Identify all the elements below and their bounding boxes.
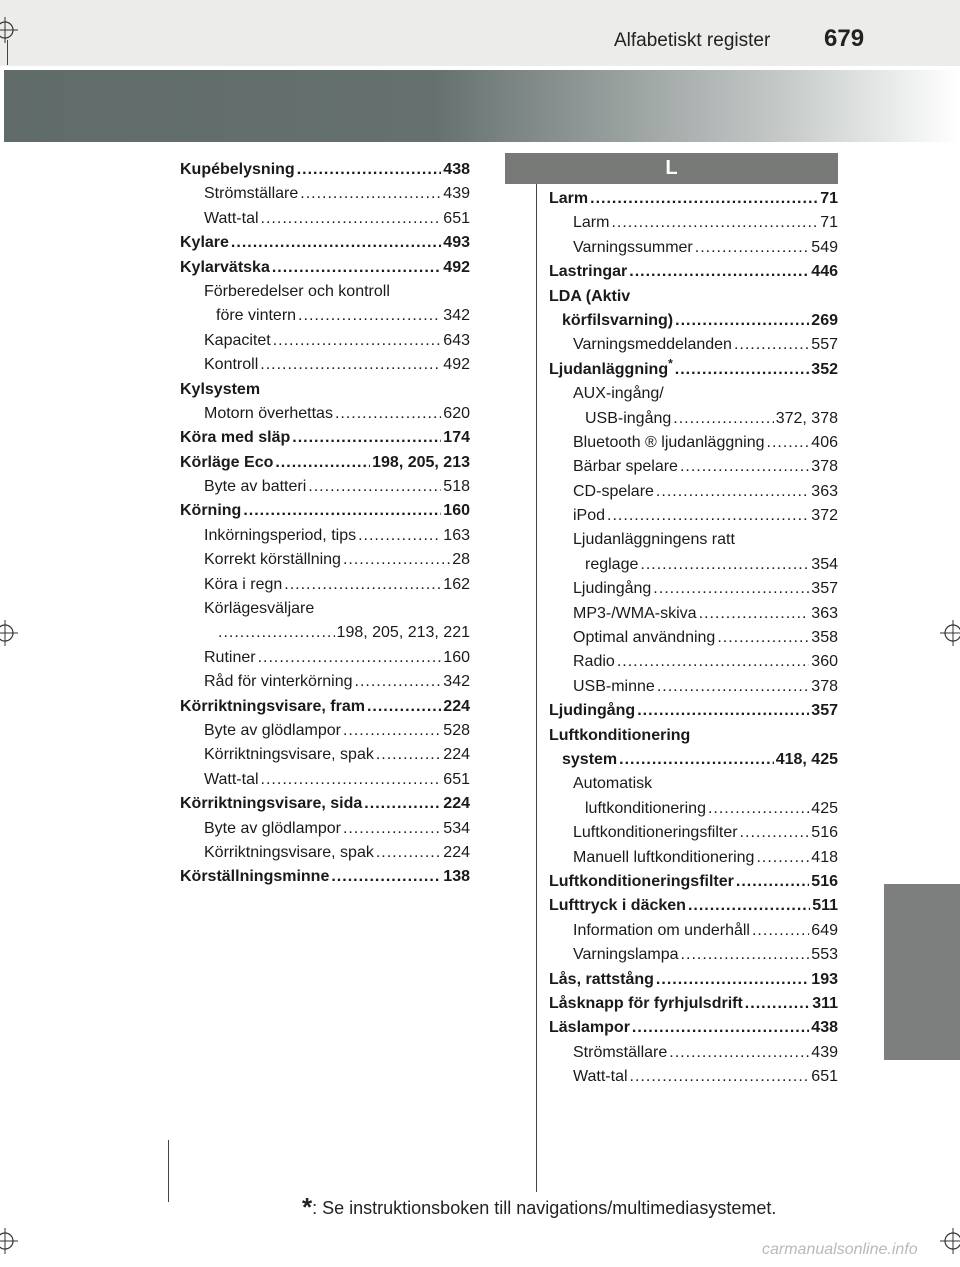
dot-leader <box>590 187 818 211</box>
index-entry-term: Ljudanläggning* <box>549 356 673 378</box>
index-entry-term: USB-ingång <box>585 409 672 427</box>
index-entry <box>180 402 470 426</box>
index-entry-term: körfilsvarning) <box>562 311 674 329</box>
index-entry <box>180 451 470 475</box>
index-entry-page: 549 <box>811 238 838 256</box>
index-entry <box>549 675 838 699</box>
index-entry-term: Kylare <box>180 234 229 252</box>
index-entry-page: 439 <box>443 185 470 203</box>
index-entry-term: Inkörningsperiod, tips <box>204 526 357 544</box>
index-entry-term: Varningsmeddelanden <box>573 336 732 354</box>
index-entry-term: Watt-tal <box>573 1068 628 1086</box>
dot-leader <box>331 865 441 889</box>
index-entry-page: 516 <box>811 824 838 842</box>
index-entry-page: 418 <box>811 848 838 866</box>
dot-leader <box>260 353 441 377</box>
dot-leader <box>717 626 809 650</box>
index-entry-page: 516 <box>811 872 838 890</box>
index-entry <box>180 304 470 328</box>
index-entry-term: Watt-tal <box>204 770 259 788</box>
index-entry <box>180 573 470 597</box>
index-entry <box>180 597 470 621</box>
registration-mark-icon <box>0 17 18 43</box>
index-entry-term: Köra i regn <box>204 575 283 593</box>
index-entry-term: Automatisk <box>573 775 653 793</box>
index-entry-term: Ljudingång <box>549 702 636 720</box>
index-entry-term: Kupébelysning <box>180 161 295 178</box>
index-entry <box>180 329 470 353</box>
index-column-left <box>180 158 470 890</box>
index-entry-term: Rutiner <box>204 648 256 666</box>
dot-leader <box>656 968 809 992</box>
index-entry-page: 372, 378 <box>775 409 838 427</box>
index-entry <box>549 528 838 552</box>
index-entry-term: Lufttryck i däcken <box>549 897 686 915</box>
index-entry-term: Luftkonditionering <box>549 726 691 744</box>
index-entry-page: 269 <box>811 311 838 329</box>
dot-leader <box>734 333 809 357</box>
index-entry-term: AUX-ingång/ <box>573 385 664 403</box>
index-entry <box>549 1016 838 1040</box>
page-header-title: Alfabetiskt register <box>614 30 771 51</box>
index-entry <box>549 211 838 235</box>
header-gradient-bar <box>4 70 960 142</box>
index-entry <box>549 992 838 1016</box>
index-entry <box>180 158 470 182</box>
index-entry <box>549 772 838 796</box>
index-entry-page: 378 <box>811 677 838 695</box>
index-entry <box>549 1041 838 1065</box>
index-entry-term: Radio <box>573 653 615 671</box>
index-entry-term: Korrekt körställning <box>204 551 341 569</box>
index-entry <box>549 480 838 504</box>
index-entry <box>549 309 838 333</box>
index-entry <box>549 797 838 821</box>
dot-leader <box>364 792 441 816</box>
index-entry <box>180 768 470 792</box>
index-entry-term: Manuell luftkonditionering <box>573 848 755 866</box>
dot-leader <box>376 743 441 767</box>
index-entry-term: Kylarvätska <box>180 258 270 276</box>
index-entry-page: 511 <box>812 897 838 915</box>
dot-leader <box>261 768 442 792</box>
index-entry <box>549 748 838 772</box>
dot-leader <box>300 182 441 206</box>
dot-leader <box>673 407 773 431</box>
dot-leader <box>637 699 809 723</box>
index-entry-page: 311 <box>812 994 838 1012</box>
index-entry-page: 406 <box>811 433 838 451</box>
dot-leader <box>355 670 442 694</box>
index-entry-page: 352 <box>811 360 838 378</box>
dot-leader <box>640 553 809 577</box>
dot-leader <box>258 646 442 670</box>
index-entry-term: Ljudingång <box>573 580 652 598</box>
dot-leader <box>284 573 441 597</box>
index-entry <box>180 621 470 645</box>
index-entry <box>549 919 838 943</box>
index-entry <box>549 382 838 406</box>
registration-mark-icon <box>940 1228 960 1254</box>
index-entry-term: Bärbar spelare <box>573 458 678 476</box>
index-entry-page: 553 <box>811 946 838 964</box>
index-entry <box>180 280 470 304</box>
dot-leader <box>261 207 442 231</box>
index-entry <box>180 817 470 841</box>
index-entry <box>180 231 470 255</box>
index-entry-term: Byte av batteri <box>204 478 307 496</box>
registration-mark-icon <box>0 1228 18 1254</box>
index-entry <box>549 699 838 723</box>
index-entry-page: 438 <box>811 1019 838 1037</box>
index-entry-page: 438 <box>443 161 470 178</box>
index-entry-term: Körriktningsvisare, fram <box>180 697 365 715</box>
index-entry <box>549 553 838 577</box>
index-entry-page: 643 <box>443 331 470 349</box>
index-entry-term: USB-minne <box>573 677 655 695</box>
index-entry <box>549 260 838 284</box>
index-entry <box>180 548 470 572</box>
index-entry-term: Kylsystem <box>180 380 261 398</box>
column-border-left <box>168 1140 169 1202</box>
index-entry <box>549 1065 838 1089</box>
dot-leader <box>767 431 810 455</box>
index-entry <box>549 358 838 382</box>
index-entry-term: Varningslampa <box>573 946 679 964</box>
index-entry-page: 378 <box>811 458 838 476</box>
index-entry <box>180 841 470 865</box>
index-entry-term: iPod <box>573 507 606 525</box>
index-entry-page: 224 <box>443 746 470 764</box>
index-entry <box>180 353 470 377</box>
index-entry-page: 651 <box>811 1068 838 1086</box>
index-entry-page: 620 <box>443 404 470 422</box>
index-entry-page: 224 <box>443 697 470 715</box>
dot-leader <box>617 650 809 674</box>
index-entry-term: Luftkonditioneringsfilter <box>573 824 738 842</box>
index-entry <box>549 943 838 967</box>
dot-leader <box>632 1016 809 1040</box>
index-entry-term: Körriktningsvisare, spak <box>204 843 374 861</box>
index-entry-term: Strömställare <box>573 1043 668 1061</box>
index-entry-page: 372 <box>811 507 838 525</box>
index-entry-term: Ljudanläggningens ratt <box>573 531 735 549</box>
dot-leader <box>669 1041 809 1065</box>
index-entry-page: 649 <box>811 921 838 939</box>
index-entry <box>549 846 838 870</box>
dot-leader <box>343 817 441 841</box>
index-entry <box>180 719 470 743</box>
index-entry-term: Motorn överhettas <box>204 404 333 422</box>
index-entry-page: 193 <box>811 970 838 988</box>
index-entry <box>180 670 470 694</box>
index-entry-page: 163 <box>443 526 470 544</box>
index-entry <box>180 499 470 523</box>
index-entry-term: Larm <box>549 190 589 207</box>
dot-leader <box>675 309 809 333</box>
index-entry-page: 492 <box>443 258 470 276</box>
index-entry-term: Låsknapp för fyrhjulsdrift <box>549 994 743 1012</box>
dot-leader <box>752 919 809 943</box>
index-entry-page: 528 <box>443 721 470 739</box>
index-entry-page: 425 <box>811 799 838 817</box>
index-entry <box>549 236 838 260</box>
index-entry-page: 160 <box>443 502 470 520</box>
index-entry-page: 651 <box>443 209 470 227</box>
index-entry-page: 224 <box>443 795 470 813</box>
index-entry-term: Luftkonditioneringsfilter <box>549 872 734 890</box>
index-entry-page: 439 <box>811 1043 838 1061</box>
index-entry <box>180 207 470 231</box>
index-entry <box>180 695 470 719</box>
dot-leader <box>630 1065 810 1089</box>
footnote <box>302 1192 776 1223</box>
index-entry <box>549 187 838 211</box>
index-entry-page: 651 <box>443 770 470 788</box>
dot-leader <box>358 524 441 548</box>
footnote-text: : Se instruktionsboken till navigations/multimediasystemet. <box>312 1198 777 1218</box>
index-entry-term: Läslampor <box>549 1019 630 1037</box>
index-entry <box>549 870 838 894</box>
dot-leader <box>629 260 809 284</box>
index-entry-term: Förberedelser och kontroll <box>204 282 390 300</box>
index-entry <box>549 431 838 455</box>
index-entry-term: Körställningsminne <box>180 868 330 886</box>
dot-leader <box>681 943 810 967</box>
index-entry-term: Kontroll <box>204 356 259 374</box>
index-entry-page: 342 <box>443 673 470 691</box>
index-entry-term: system <box>562 750 618 768</box>
index-entry <box>549 285 838 309</box>
index-entry-page: 160 <box>443 648 470 666</box>
index-entry-term: Watt-tal <box>204 209 259 227</box>
footnote-marker: * <box>668 356 673 371</box>
dot-leader <box>708 797 809 821</box>
index-entry-term: Byte av glödlampor <box>204 819 341 837</box>
index-entry <box>180 475 470 499</box>
index-entry-term: Bluetooth ® ljudanläggning <box>573 433 765 451</box>
index-entry <box>549 577 838 601</box>
footnote-star: * <box>302 1192 313 1222</box>
dot-leader <box>243 499 441 523</box>
index-entry <box>180 182 470 206</box>
index-entry <box>180 426 470 450</box>
index-entry-term: Körlägesväljare <box>204 600 315 618</box>
index-entry <box>549 968 838 992</box>
registration-mark-icon <box>940 620 960 646</box>
crop-mark <box>7 40 8 65</box>
dot-leader <box>619 748 774 772</box>
dot-leader <box>607 504 809 528</box>
dot-leader <box>680 455 809 479</box>
dot-leader <box>653 577 809 601</box>
registration-mark-icon <box>0 620 18 646</box>
index-entry-term: Köra med släp <box>180 429 291 447</box>
index-entry-term: MP3-/WMA-skiva <box>573 604 697 622</box>
index-entry <box>180 256 470 280</box>
index-entry-term: Kapacitet <box>204 331 271 349</box>
index-entry-page: 28 <box>452 551 470 569</box>
index-entry-page: 198, 205, 213 <box>372 453 470 471</box>
dot-leader <box>308 475 441 499</box>
index-entry-page: 360 <box>811 653 838 671</box>
index-entry-page: 71 <box>820 214 838 232</box>
index-entry-page: 363 <box>811 482 838 500</box>
index-entry-page: 138 <box>443 868 470 886</box>
index-entry-term: Lås, rattstång <box>549 970 654 988</box>
index-entry-page: 198, 205, 213, 221 <box>336 624 470 642</box>
dot-leader <box>675 358 810 382</box>
index-entry-term: Körriktningsvisare, spak <box>204 746 374 764</box>
index-entry <box>180 865 470 889</box>
column-divider <box>536 180 537 1192</box>
index-entry-page: 357 <box>811 702 838 720</box>
dot-leader <box>736 870 809 894</box>
index-entry-page: 342 <box>443 307 470 325</box>
index-entry-term: Råd för vinterkörning <box>204 673 353 691</box>
index-entry-page: 493 <box>443 234 470 252</box>
index-entry <box>180 524 470 548</box>
index-entry <box>549 407 838 431</box>
index-entry-term: Varningssummer <box>573 238 693 256</box>
index-entry-term: LDA (Aktiv <box>549 287 631 305</box>
dot-leader <box>656 480 809 504</box>
dot-leader <box>611 211 818 235</box>
dot-leader <box>343 719 441 743</box>
dot-leader <box>745 992 810 1016</box>
index-entry <box>549 504 838 528</box>
dot-leader <box>376 841 441 865</box>
index-entry-page: 518 <box>443 478 470 496</box>
dot-leader <box>335 402 441 426</box>
index-entry-page: 446 <box>811 263 838 281</box>
index-entry <box>549 821 838 845</box>
index-entry-term: Optimal användning <box>573 629 716 647</box>
dot-leader <box>292 426 441 450</box>
index-entry-term: före vintern <box>216 307 297 325</box>
index-entry-page: 363 <box>811 604 838 622</box>
watermark: carmanualsonline.info <box>762 1241 918 1258</box>
chapter-thumb-tab <box>884 884 960 1060</box>
dot-leader <box>699 602 810 626</box>
dot-leader <box>688 894 810 918</box>
index-entry-page: 557 <box>811 336 838 354</box>
dot-leader <box>657 675 809 699</box>
index-entry-term: Information om underhåll <box>573 921 750 939</box>
index-entry-term: Byte av glödlampor <box>204 721 341 739</box>
dot-leader <box>231 231 441 255</box>
index-entry-page: 357 <box>811 580 838 598</box>
index-entry-term: luftkonditionering <box>585 799 706 817</box>
dot-leader <box>275 451 370 475</box>
index-entry <box>180 646 470 670</box>
index-entry <box>549 455 838 479</box>
dot-leader <box>695 236 810 260</box>
dot-leader <box>273 329 442 353</box>
index-entry-page: 492 <box>443 356 470 374</box>
section-letter-header: L <box>505 153 838 184</box>
dot-leader <box>343 548 450 572</box>
index-entry-page: 418, 425 <box>775 750 838 768</box>
index-column-right <box>549 187 838 1089</box>
index-entry-term: Körläge Eco <box>180 453 274 471</box>
index-entry-term: Körning <box>180 502 242 520</box>
index-entry-page: 354 <box>811 555 838 573</box>
dot-leader <box>756 846 809 870</box>
index-entry-term: Strömställare <box>204 185 299 203</box>
index-entry-term: CD-spelare <box>573 482 654 500</box>
page-number: 679 <box>824 25 865 52</box>
dot-leader <box>272 256 441 280</box>
index-entry <box>549 894 838 918</box>
dot-leader <box>298 304 441 328</box>
index-entry <box>549 650 838 674</box>
index-entry <box>180 743 470 767</box>
index-entry-page: 224 <box>443 843 470 861</box>
dot-leader <box>367 695 441 719</box>
dot-leader <box>297 158 442 182</box>
index-entry-page: 358 <box>811 629 838 647</box>
index-entry <box>549 333 838 357</box>
index-entry <box>549 724 838 748</box>
index-entry-page: 174 <box>443 429 470 447</box>
index-entry <box>549 626 838 650</box>
index-entry <box>180 378 470 402</box>
index-entry-term: Körriktningsvisare, sida <box>180 795 363 813</box>
index-entry-page: 162 <box>443 575 470 593</box>
index-entry-term: Larm <box>573 214 610 232</box>
index-entry <box>549 602 838 626</box>
dot-leader <box>218 621 335 645</box>
index-entry-term: Lastringar <box>549 263 628 281</box>
index-entry-page: 71 <box>820 190 838 207</box>
index-entry-term: reglage <box>585 555 639 573</box>
index-entry-page: 534 <box>443 819 470 837</box>
dot-leader <box>740 821 810 845</box>
header-band <box>0 0 960 66</box>
index-entry <box>180 792 470 816</box>
